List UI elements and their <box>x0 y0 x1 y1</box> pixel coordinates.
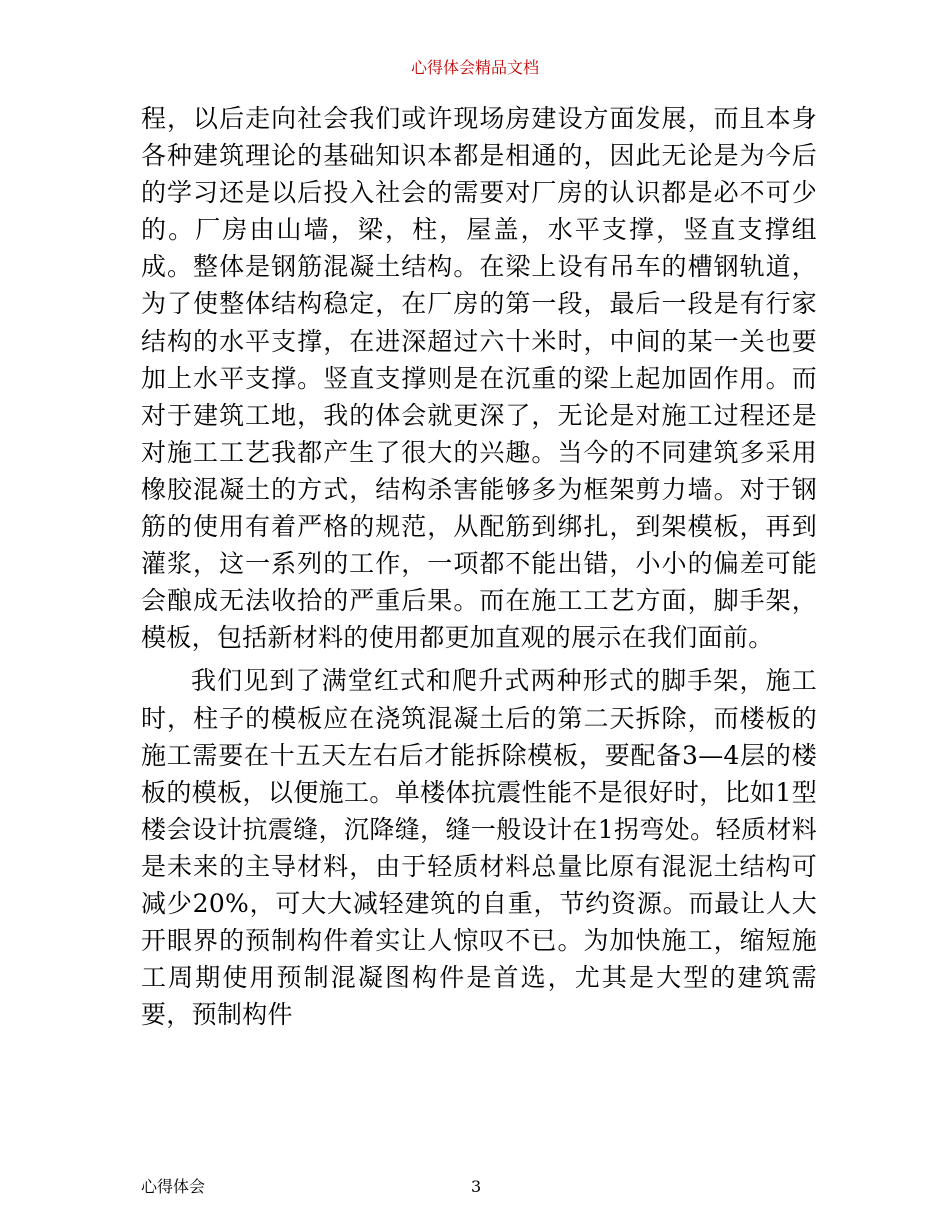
page-number: 3 <box>471 1177 482 1196</box>
paragraph-2: 我们见到了满堂红式和爬升式两种形式的脚手架，施工时，柱子的模板应在浇筑混凝土后的第二天拆除，而楼板的施工需要在十五天左右后才能拆除模板，要配备3—4层的楼板的模板，以便施工。单楼体抗震性能不是很好时，比如1型楼会设计抗震缝，沉降缝，缝一般设计在1拐弯处。轻质材料是未来的主导材料，由于轻质材料总量比原有混泥土结构可减少20%，可大大减轻建筑的自重，节约资源。而最让人大开眼界的预制构件着实让人惊叹不已。为加快施工，缩短施工周期使用预制混凝图构件是首选，尤其是大型的建筑需要，预制构件 <box>141 666 817 1030</box>
paragraph-1: 程，以后走向社会我们或许现场房建设方面发展，而且本身各种建筑理论的基础知识本都是相通的，因此无论是为今后的学习还是以后投入社会的需要对厂房的认识都是必不可少的。厂房由山墙，梁，柱，屋盖，水平支撑，竖直支撑组成。整体是钢筋混凝土结构。在梁上设有吊车的槽钢轨道，为了使整体结构稳定，在厂房的第一段，最后一段是有行家结构的水平支撑，在进深超过六十米时，中间的某一关也要加上水平支撑。竖直支撑则是在沉重的梁上起加固作用。而对于建筑工地，我的体会就更深了，无论是对施工过程还是对施工工艺我都产生了很大的兴趣。当今的不同建筑多采用橡胶混凝土的方式，结构杀害能够多为框架剪力墙。对于钢筋的使用有着严格的规范，从配筋到绑扎，到架模板，再到灌浆，这一系列的工作，一项都不能出错，小小的偏差可能会酿成无法收拾的严重后果。而在施工工艺方面，脚手架，模板，包括新材料的使用都更加直观的展示在我们面前。 <box>141 104 817 653</box>
document-body <box>141 100 817 1033</box>
page-header-title: 心得体会精品文档 <box>410 58 539 77</box>
footer-label: 心得体会 <box>141 1177 206 1196</box>
